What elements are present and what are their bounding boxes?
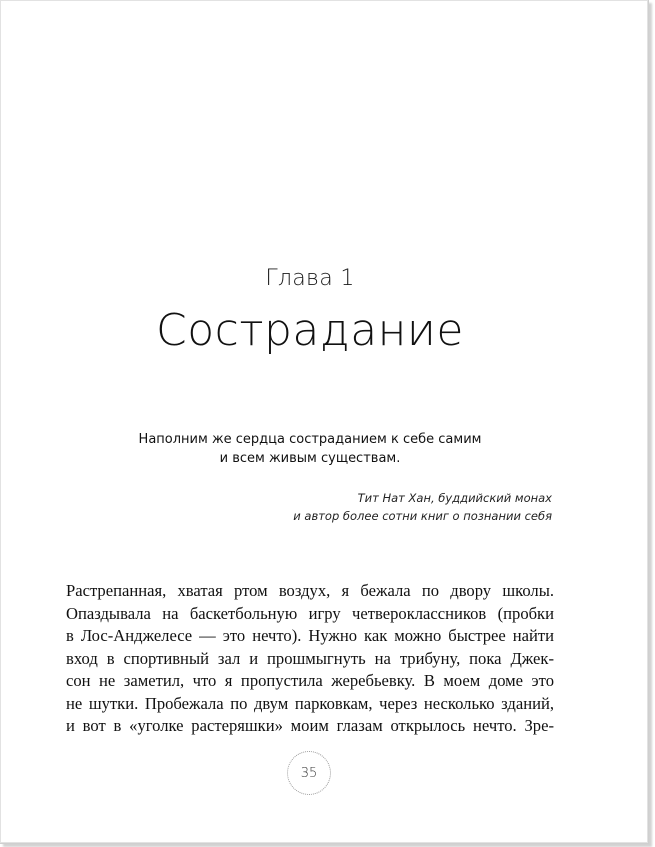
body-line: сон не заметил, что я пропустила жеребьевку. В моем доме это	[66, 671, 554, 690]
body-line: Опаздывала на баскетбольную игру четвероклассников (пробки	[66, 603, 554, 623]
page-number-badge	[287, 751, 331, 795]
epigraph-line: Наполним же сердца состраданием к себе самим	[138, 432, 482, 447]
page-number: 35	[300, 765, 318, 781]
body-line: в Лос-Анджелесе — это нечто). Нужно как можно быстрее найти	[66, 626, 554, 645]
body-line: Растрепанная, хватая ртом воздух, я бежала по двору школы.	[66, 581, 554, 600]
chapter-label: Глава 1	[265, 266, 355, 291]
epigraph	[60, 430, 560, 468]
body-line: и вот в «уголке растеряшки» моим глазам открылось нечто. Зре-	[66, 716, 554, 735]
epigraph-line: и всем живым существам.	[219, 451, 401, 466]
chapter-title: Сострадание	[156, 305, 464, 356]
body-text	[66, 580, 554, 738]
body-line: вход в спортивный зал и прошмыгнуть на трибуну, пока Джек-	[66, 648, 554, 668]
body-line: не шутки. Пробежала по двум парковкам, через несколько зданий,	[66, 693, 554, 713]
epigraph-attribution	[192, 489, 552, 525]
attribution-line: Тит Нат Хан, буддийский монах	[357, 491, 552, 505]
attribution-line: и автор более сотни книг о познании себя	[293, 509, 552, 523]
